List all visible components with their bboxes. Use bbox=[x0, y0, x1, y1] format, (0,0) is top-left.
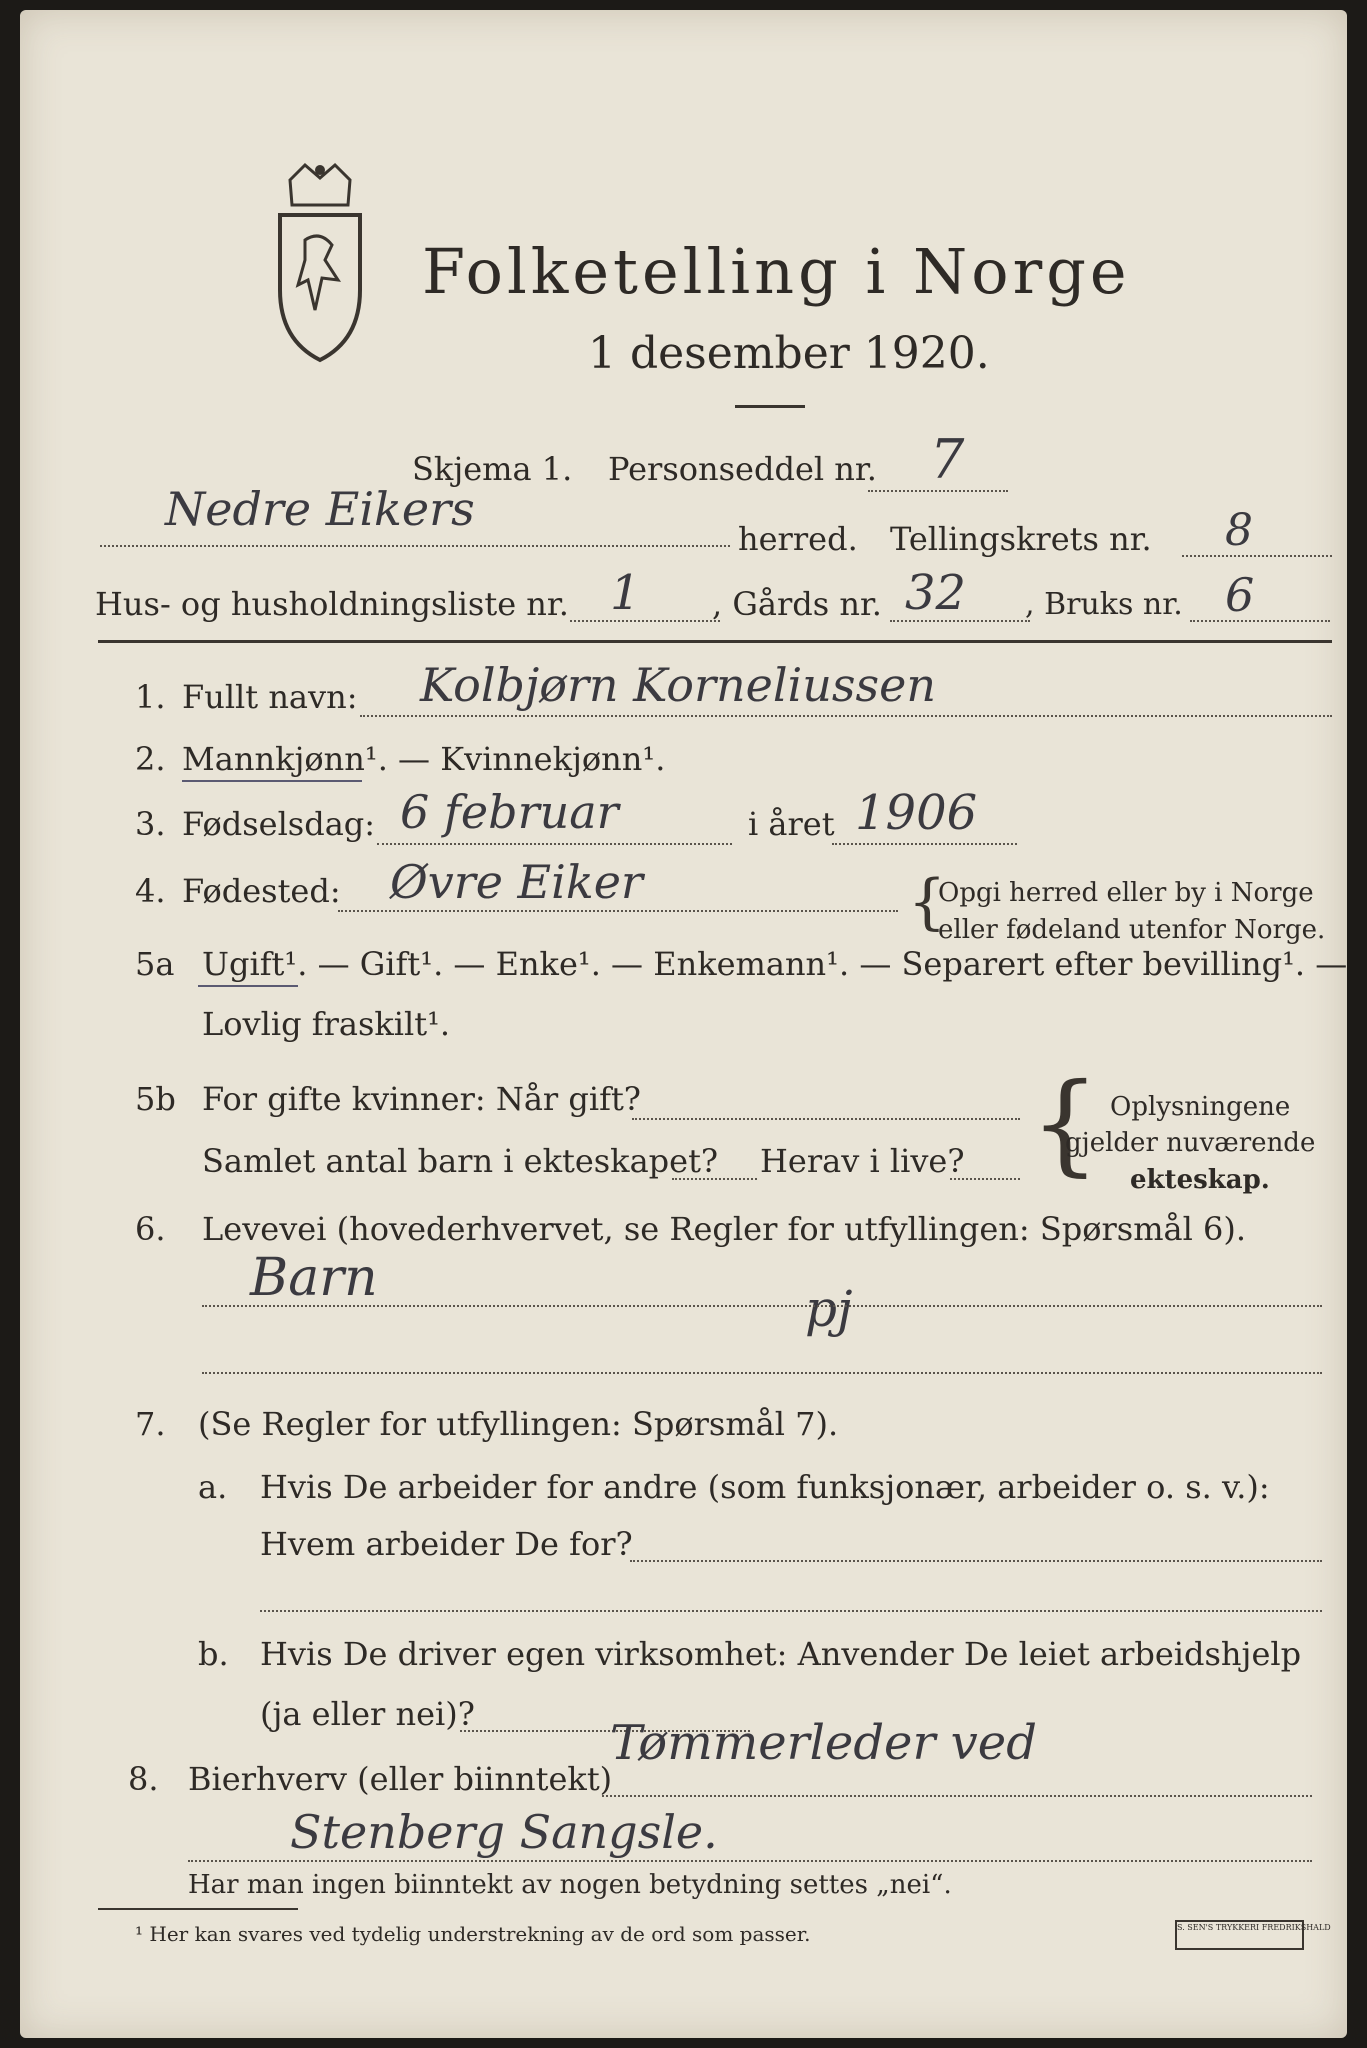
full-name-value: Kolbjørn Korneliussen bbox=[420, 658, 936, 712]
gards-value: 32 bbox=[905, 565, 967, 621]
q5b-label-children: Samlet antal barn i ekteskapet? bbox=[202, 1142, 719, 1180]
q2-text: Mannkjønn¹. — Kvinnekjønn¹. bbox=[182, 740, 666, 778]
ugift-underline bbox=[198, 985, 298, 987]
q6-label: Levevei (hovederhvervet, se Regler for utfyllingen: Spørsmål 6). bbox=[202, 1210, 1247, 1248]
birthplace-value: Øvre Eiker bbox=[390, 855, 643, 909]
q1-label: Fullt navn: bbox=[182, 678, 358, 716]
personseddel-value: 7 bbox=[930, 428, 965, 491]
q7b-letter: b. bbox=[198, 1635, 229, 1673]
q4-label: Fødested: bbox=[182, 872, 341, 910]
side-occupation-value-2: Stenberg Sangsle. bbox=[290, 1805, 718, 1859]
census-form: Folketelling i Norge 1 desember 1920. Skjema 1. Personseddel nr. 7 Nedre Eikers herred. Tellingskrets nr. 8 Hus- og husholdningsliste nr. 1 , Gårds nr. 32 , Bruks nr. 6 1. Fullt navn: Kolbjørn Korneliussen 2. Mannkjønn¹. — Kvinnekjønn¹. 3. Fødselsdag: 6 februar i året 1906 4. Fødested: Øvre Eiker { Opgi herred eller by i Norge eller fødeland utenfor Norge. 5a Ugift¹. — Gift¹. — Enke¹. — Enkemann¹. — Separert efter bevilling¹. — Lovlig fraskilt¹. 5b For gifte kvinner: Når gift? Samlet antal barn i ekteskapet? Herav i live? { Oplysningene gjelder nuværende ekteskap. 6. Levevei (hovederhvervet, se Regler for utfyllingen: Spørsmål 6). Barn pj 7. (Se Regler for utfyllingen: Spørsmål 7). a. Hvis De arbeider for andre (som funksjonær, arbeider o. s. v.): Hvem arbeider De for? b. Hvis De driver egen virksomhet: Anvender De leiet arbeidshjelp (ja eller nei)? 8. Bierhverv (eller biinntekt) Tømmerleder ved Stenberg Sangsle. Har man ingen biinntekt av nogen betydning settes „nei“. ¹ Her kan svares ved tydelig understrekning av de ord som passer. S. SEN'S TRYKKERI FREDRIKSHALD bbox=[20, 10, 1347, 2038]
occupation-value-2: pj bbox=[805, 1280, 853, 1338]
footnote-rule bbox=[98, 1908, 298, 1910]
printer-stamp: S. SEN'S TRYKKERI FREDRIKSHALD bbox=[1175, 1920, 1304, 1950]
skjema-label: Skjema 1. bbox=[412, 450, 573, 488]
herred-value: Nedre Eikers bbox=[165, 482, 475, 536]
q5a-text-2: Lovlig fraskilt¹. bbox=[202, 1005, 451, 1043]
q8-label: Bierhverv (eller biinntekt) bbox=[188, 1760, 613, 1798]
bruks-value: 6 bbox=[1225, 568, 1255, 622]
hus-value: 1 bbox=[610, 565, 641, 621]
q3-number: 3. bbox=[135, 805, 166, 843]
birthplace-note-1: Opgi herred eller by i Norge bbox=[938, 878, 1314, 908]
tellingskrets-label: Tellingskrets nr. bbox=[890, 520, 1152, 558]
q7-label: (Se Regler for utfyllingen: Spørsmål 7). bbox=[198, 1405, 839, 1443]
q4-number: 4. bbox=[135, 872, 166, 910]
q5b-note-1: Oplysningene bbox=[1110, 1092, 1291, 1122]
personseddel-label: Personseddel nr. bbox=[608, 450, 877, 488]
q1-number: 1. bbox=[135, 678, 166, 716]
tellingskrets-value: 8 bbox=[1225, 505, 1253, 556]
mannkjonn-underline bbox=[182, 780, 362, 782]
q5b-label-married: For gifte kvinner: Når gift? bbox=[202, 1080, 641, 1118]
herred-label: herred. bbox=[738, 520, 858, 558]
header-rule bbox=[98, 640, 1332, 643]
q5a-text: Ugift¹. — Gift¹. — Enke¹. — Enkemann¹. — Separert efter bevilling¹. — bbox=[202, 945, 1348, 983]
q3-label: Fødselsdag: bbox=[182, 805, 376, 843]
bruks-label: , Bruks nr. bbox=[1025, 587, 1183, 622]
coat-of-arms-icon bbox=[260, 160, 380, 370]
form-date: 1 desember 1920. bbox=[588, 328, 990, 379]
q8-number: 8. bbox=[128, 1760, 159, 1798]
q7a-letter: a. bbox=[198, 1468, 228, 1506]
aaret-label: i året bbox=[748, 805, 835, 843]
form-title: Folketelling i Norge bbox=[422, 235, 1131, 308]
birthdate-value: 6 februar bbox=[400, 785, 619, 839]
q6-number: 6. bbox=[135, 1210, 166, 1248]
occupation-value: Barn bbox=[250, 1248, 378, 1308]
q7a-text-2: Hvem arbeider De for? bbox=[260, 1525, 633, 1563]
q7b-text-2: (ja eller nei)? bbox=[260, 1695, 475, 1733]
q5a-number: 5a bbox=[135, 945, 175, 983]
q7-number: 7. bbox=[135, 1405, 166, 1443]
q5b-number: 5b bbox=[135, 1080, 176, 1118]
q5b-note-2: gjelder nuværende bbox=[1065, 1128, 1316, 1158]
footnote: ¹ Her kan svares ved tydelig understrekning av de ord som passer. bbox=[135, 1922, 811, 1946]
side-occupation-value: Tømmerleder ved bbox=[610, 1715, 1037, 1771]
q2-number: 2. bbox=[135, 740, 166, 778]
gards-label: , Gårds nr. bbox=[712, 585, 882, 623]
q5b-note-3: ekteskap. bbox=[1130, 1165, 1270, 1195]
q5b-label-alive: Herav i live? bbox=[760, 1142, 965, 1180]
q7a-text: Hvis De arbeider for andre (som funksjonær, arbeider o. s. v.): bbox=[260, 1468, 1270, 1506]
birthyear-value: 1906 bbox=[855, 785, 978, 841]
q7b-text: Hvis De driver egen virksomhet: Anvender De leiet arbeidshjelp bbox=[260, 1635, 1302, 1673]
birthplace-note-2: eller fødeland utenfor Norge. bbox=[938, 915, 1326, 945]
divider bbox=[735, 405, 805, 408]
q8-note: Har man ingen biinntekt av nogen betydning settes „nei“. bbox=[188, 1870, 952, 1900]
hus-label: Hus- og husholdningsliste nr. bbox=[95, 585, 569, 623]
